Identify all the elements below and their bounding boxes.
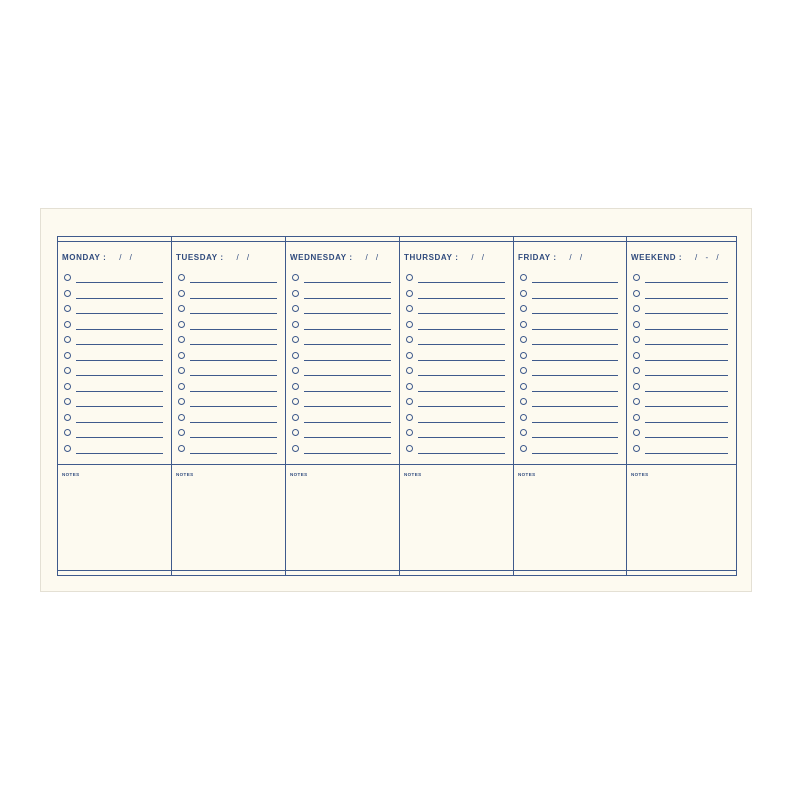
task-row [406,334,505,350]
checkbox-circle-icon[interactable] [633,398,640,405]
task-write-line[interactable] [645,313,728,314]
checkbox-circle-icon[interactable] [520,367,527,374]
task-row [292,272,391,288]
task-write-line[interactable] [532,282,618,283]
task-row [406,381,505,397]
task-row [178,381,277,397]
checkbox-circle-icon[interactable] [406,383,413,390]
day-label: TUESDAY : [176,253,224,262]
task-row [64,427,163,443]
week-grid [57,236,737,576]
task-row [406,443,505,459]
task-write-line[interactable] [304,453,391,454]
task-row [178,288,277,304]
task-list [520,272,618,458]
checkbox-circle-icon[interactable] [178,383,185,390]
notes-label: NOTES [631,472,649,477]
task-write-line[interactable] [190,453,277,454]
checkbox-circle-icon[interactable] [178,305,185,312]
day-header [62,253,135,262]
notes-label: NOTES [62,472,80,477]
task-row [178,365,277,381]
task-write-line[interactable] [76,344,163,345]
task-row [520,412,618,428]
date-field[interactable]: / / [236,253,253,262]
task-write-line[interactable] [645,344,728,345]
day-label: MONDAY : [62,253,107,262]
task-row [178,412,277,428]
task-write-line[interactable] [190,329,277,330]
task-write-line[interactable] [532,360,618,361]
day-label: FRIDAY : [518,253,557,262]
task-write-line[interactable] [418,391,505,392]
checkbox-circle-icon[interactable] [406,398,413,405]
task-row [520,288,618,304]
checkbox-circle-icon[interactable] [406,321,413,328]
task-write-line[interactable] [418,329,505,330]
task-write-line[interactable] [190,313,277,314]
checkbox-circle-icon[interactable] [406,352,413,359]
task-row [292,427,391,443]
checkbox-circle-icon[interactable] [520,414,527,421]
task-row [292,396,391,412]
task-row [178,303,277,319]
task-write-line[interactable] [532,406,618,407]
checkbox-circle-icon[interactable] [406,336,413,343]
task-write-line[interactable] [190,282,277,283]
task-row [520,396,618,412]
task-row [633,381,728,397]
task-write-line[interactable] [304,313,391,314]
task-write-line[interactable] [532,298,618,299]
checkbox-circle-icon[interactable] [520,274,527,281]
checkbox-circle-icon[interactable] [178,445,185,452]
task-row [292,319,391,335]
task-write-line[interactable] [190,422,277,423]
task-row [292,288,391,304]
task-write-line[interactable] [76,437,163,438]
task-row [406,272,505,288]
checkbox-circle-icon[interactable] [406,305,413,312]
task-write-line[interactable] [418,360,505,361]
task-row [178,396,277,412]
task-write-line[interactable] [645,453,728,454]
task-row [633,412,728,428]
day-column-wednesday [285,237,399,575]
task-row [64,319,163,335]
task-write-line[interactable] [304,391,391,392]
checkbox-circle-icon[interactable] [520,352,527,359]
task-row [178,334,277,350]
checkbox-circle-icon[interactable] [520,445,527,452]
task-write-line[interactable] [645,282,728,283]
date-field[interactable]: / / [471,253,487,262]
day-column-monday [58,237,171,575]
checkbox-circle-icon[interactable] [292,367,299,374]
checkbox-circle-icon[interactable] [633,336,640,343]
task-row [520,381,618,397]
checkbox-circle-icon[interactable] [64,305,71,312]
task-list [633,272,728,458]
checkbox-circle-icon[interactable] [64,274,71,281]
checkbox-circle-icon[interactable] [178,367,185,374]
date-field[interactable]: / / [569,253,586,262]
task-write-line[interactable] [190,344,277,345]
checkbox-circle-icon[interactable] [178,336,185,343]
task-write-line[interactable] [418,422,505,423]
checkbox-circle-icon[interactable] [64,352,71,359]
task-write-line[interactable] [76,329,163,330]
checkbox-circle-icon[interactable] [292,321,299,328]
task-row [406,350,505,366]
task-row [64,288,163,304]
day-header [404,253,487,262]
checkbox-circle-icon[interactable] [633,383,640,390]
checkbox-circle-icon[interactable] [64,290,71,297]
checkbox-circle-icon[interactable] [292,383,299,390]
task-row [520,350,618,366]
task-write-line[interactable] [76,313,163,314]
checkbox-circle-icon[interactable] [292,305,299,312]
task-write-line[interactable] [76,453,163,454]
task-write-line[interactable] [532,453,618,454]
task-row [520,365,618,381]
checkbox-circle-icon[interactable] [178,290,185,297]
task-row [292,365,391,381]
task-row [64,365,163,381]
task-write-line[interactable] [76,360,163,361]
task-row [406,303,505,319]
task-row [633,443,728,459]
checkbox-circle-icon[interactable] [64,429,71,436]
task-write-line[interactable] [190,375,277,376]
task-row [406,319,505,335]
task-row [633,334,728,350]
task-list [178,272,277,458]
date-field[interactable]: / - / [695,253,722,262]
day-column-tuesday [171,237,285,575]
task-write-line[interactable] [76,422,163,423]
task-row [633,427,728,443]
task-row [406,288,505,304]
task-write-line[interactable] [190,406,277,407]
task-list [292,272,391,458]
task-row [178,350,277,366]
task-row [292,412,391,428]
checkbox-circle-icon[interactable] [633,429,640,436]
task-row [64,272,163,288]
checkbox-circle-icon[interactable] [178,274,185,281]
task-write-line[interactable] [645,298,728,299]
task-write-line[interactable] [190,360,277,361]
checkbox-circle-icon[interactable] [178,414,185,421]
day-header [290,253,381,262]
task-write-line[interactable] [645,375,728,376]
task-row [64,303,163,319]
checkbox-circle-icon[interactable] [64,336,71,343]
task-row [292,443,391,459]
task-write-line[interactable] [645,329,728,330]
task-row [520,427,618,443]
task-row [633,350,728,366]
task-write-line[interactable] [304,360,391,361]
task-write-line[interactable] [76,298,163,299]
checkbox-circle-icon[interactable] [292,274,299,281]
task-row [292,350,391,366]
task-write-line[interactable] [76,406,163,407]
task-row [633,288,728,304]
day-column-friday [513,237,626,575]
checkbox-circle-icon[interactable] [633,274,640,281]
task-row [292,334,391,350]
task-write-line[interactable] [418,375,505,376]
task-row [633,319,728,335]
checkbox-circle-icon[interactable] [64,414,71,421]
task-write-line[interactable] [418,437,505,438]
checkbox-circle-icon[interactable] [292,352,299,359]
notes-label: NOTES [404,472,422,477]
task-write-line[interactable] [532,313,618,314]
checkbox-circle-icon[interactable] [633,352,640,359]
checkbox-circle-icon[interactable] [178,429,185,436]
task-write-line[interactable] [418,453,505,454]
task-row [64,443,163,459]
checkbox-circle-icon[interactable] [292,398,299,405]
day-header [518,253,585,262]
task-list [406,272,505,458]
checkbox-circle-icon[interactable] [633,290,640,297]
task-write-line[interactable] [304,282,391,283]
task-write-line[interactable] [304,437,391,438]
task-row [64,350,163,366]
task-row [406,427,505,443]
task-row [292,303,391,319]
checkbox-circle-icon[interactable] [292,429,299,436]
task-row [64,412,163,428]
checkbox-circle-icon[interactable] [633,367,640,374]
task-write-line[interactable] [418,298,505,299]
day-column-thursday [399,237,513,575]
checkbox-circle-icon[interactable] [406,274,413,281]
checkbox-circle-icon[interactable] [520,429,527,436]
checkbox-circle-icon[interactable] [633,305,640,312]
task-row [64,381,163,397]
task-row [406,365,505,381]
task-write-line[interactable] [532,329,618,330]
task-write-line[interactable] [418,344,505,345]
task-write-line[interactable] [418,406,505,407]
task-write-line[interactable] [304,329,391,330]
checkbox-circle-icon[interactable] [633,445,640,452]
checkbox-circle-icon[interactable] [406,414,413,421]
task-write-line[interactable] [304,344,391,345]
task-row [178,427,277,443]
checkbox-circle-icon[interactable] [64,367,71,374]
day-label: WEDNESDAY : [290,253,353,262]
task-row [406,396,505,412]
day-label: WEEKEND : [631,253,683,262]
checkbox-circle-icon[interactable] [178,352,185,359]
checkbox-circle-icon[interactable] [406,429,413,436]
task-write-line[interactable] [76,391,163,392]
task-row [520,334,618,350]
task-row [292,381,391,397]
task-row [406,412,505,428]
task-row [178,443,277,459]
task-write-line[interactable] [304,298,391,299]
checkbox-circle-icon[interactable] [633,321,640,328]
task-row [633,396,728,412]
task-write-line[interactable] [645,422,728,423]
day-header [176,253,252,262]
checkbox-circle-icon[interactable] [64,398,71,405]
checkbox-circle-icon[interactable] [406,445,413,452]
checkbox-circle-icon[interactable] [520,321,527,328]
task-row [64,396,163,412]
checkbox-circle-icon[interactable] [406,367,413,374]
task-write-line[interactable] [532,437,618,438]
checkbox-circle-icon[interactable] [178,321,185,328]
task-row [520,319,618,335]
task-write-line[interactable] [532,391,618,392]
task-write-line[interactable] [304,375,391,376]
task-write-line[interactable] [645,391,728,392]
checkbox-circle-icon[interactable] [520,398,527,405]
task-write-line[interactable] [645,360,728,361]
checkbox-circle-icon[interactable] [292,445,299,452]
notes-label: NOTES [290,472,308,477]
checkbox-circle-icon[interactable] [520,305,527,312]
checkbox-circle-icon[interactable] [292,336,299,343]
task-write-line[interactable] [304,406,391,407]
checkbox-circle-icon[interactable] [520,336,527,343]
task-write-line[interactable] [418,282,505,283]
date-field[interactable]: / / [365,253,382,262]
task-row [520,303,618,319]
checkbox-circle-icon[interactable] [64,321,71,328]
task-write-line[interactable] [532,344,618,345]
task-write-line[interactable] [304,422,391,423]
task-row [64,334,163,350]
checkbox-circle-icon[interactable] [292,290,299,297]
checkbox-circle-icon[interactable] [292,414,299,421]
task-row [633,272,728,288]
day-column-weekend [626,237,736,575]
task-write-line[interactable] [645,437,728,438]
planner-pad [40,208,752,592]
task-row [178,319,277,335]
checkbox-circle-icon[interactable] [406,290,413,297]
notes-label: NOTES [176,472,194,477]
checkbox-circle-icon[interactable] [520,383,527,390]
task-write-line[interactable] [645,406,728,407]
notes-label: NOTES [518,472,536,477]
task-row [178,272,277,288]
checkbox-circle-icon[interactable] [520,290,527,297]
task-row [633,365,728,381]
day-label: THURSDAY : [404,253,459,262]
task-write-line[interactable] [190,391,277,392]
task-write-line[interactable] [418,313,505,314]
checkbox-circle-icon[interactable] [178,398,185,405]
task-row [520,443,618,459]
task-row [633,303,728,319]
date-field[interactable]: / / [119,253,135,262]
task-write-line[interactable] [76,282,163,283]
task-write-line[interactable] [190,437,277,438]
task-list [64,272,163,458]
checkbox-circle-icon[interactable] [64,383,71,390]
task-write-line[interactable] [532,422,618,423]
checkbox-circle-icon[interactable] [633,414,640,421]
checkbox-circle-icon[interactable] [64,445,71,452]
day-header [631,253,722,262]
task-write-line[interactable] [190,298,277,299]
task-write-line[interactable] [532,375,618,376]
task-row [520,272,618,288]
task-write-line[interactable] [76,375,163,376]
